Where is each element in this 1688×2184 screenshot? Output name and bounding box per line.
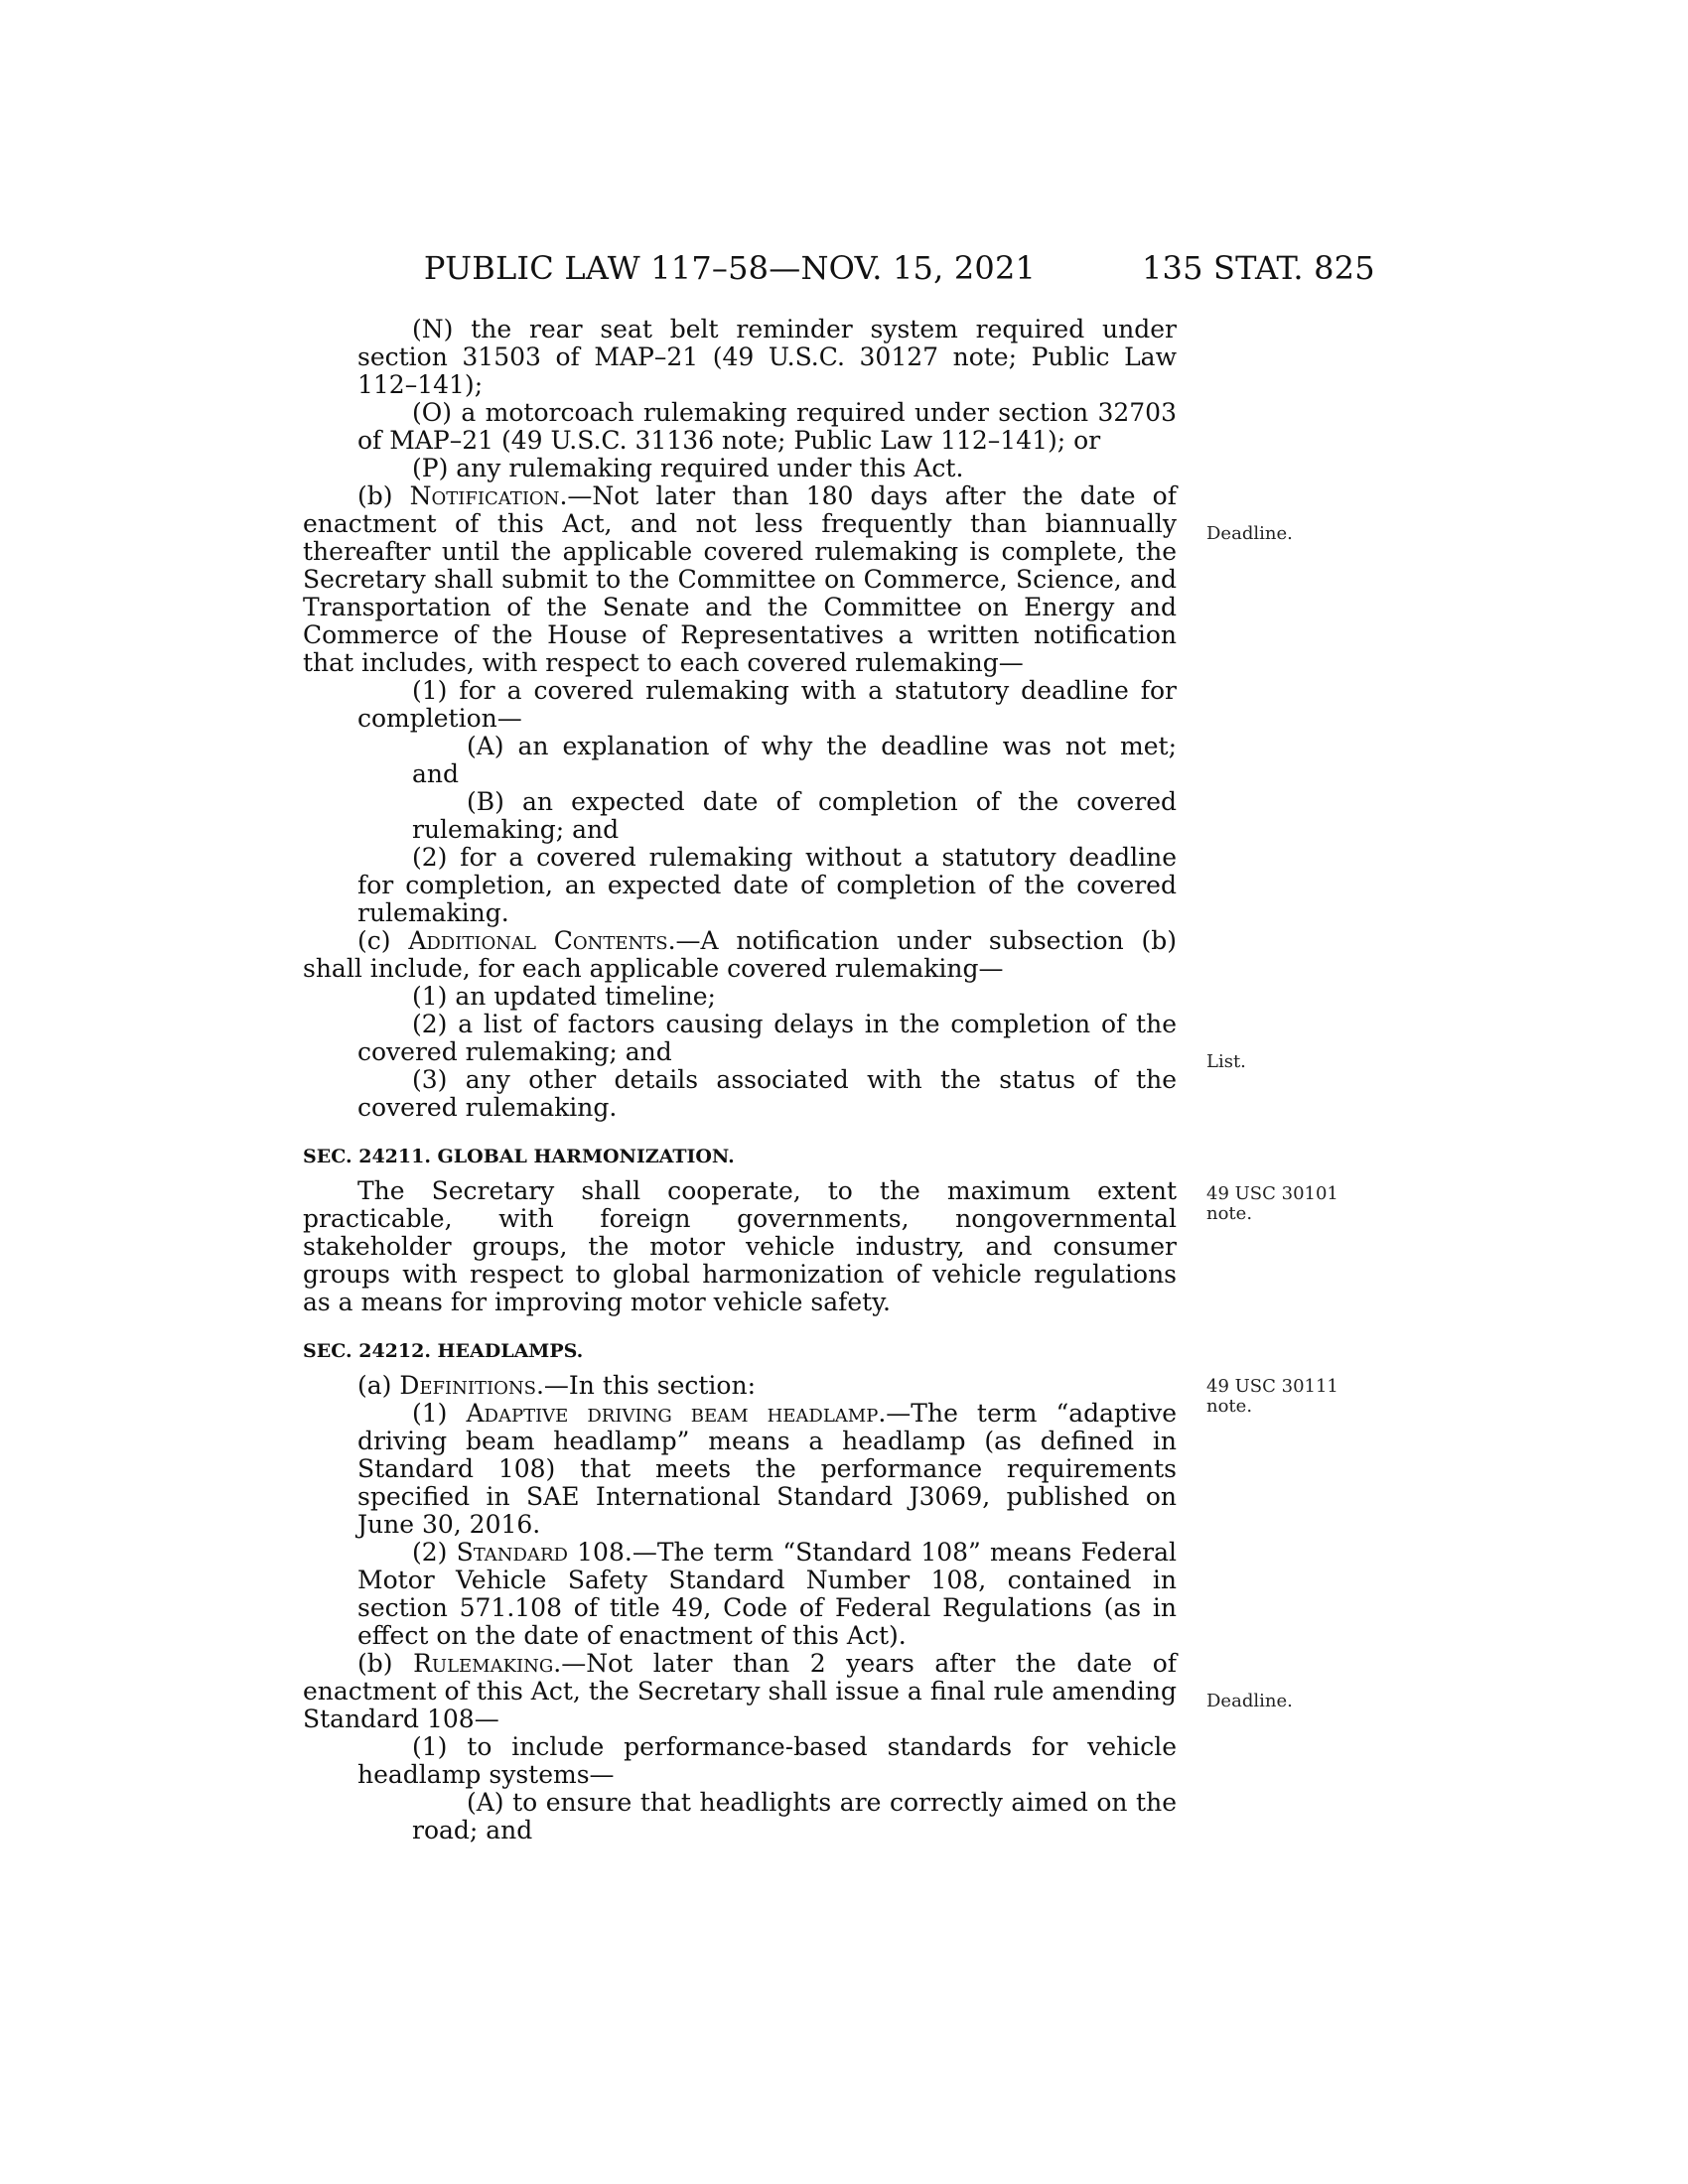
statute-text	[303, 316, 1177, 1844]
subsection-b-rulemaking: (b) Rulemaking.—Not later than 2 years after the date of enactment of this Act, the Secretary shall issue a final rule amending Standard 108—	[303, 1649, 1177, 1733]
section-24211-text: The Secretary shall cooperate, to the maximum extent practicable, with foreign governments, nongovernmental stakeholder groups, the motor vehicle industry, and consumer groups with respect to global harmonization of vehicle regulations as a means for improving motor vehicle safety.	[303, 1176, 1177, 1316]
paragraph-o: (O) a motorcoach rulemaking required under section 32703 of MAP–21 (49 U.S.C. 31136 note; Public Law 112–141); or	[357, 398, 1177, 455]
margin-note-deadline: Deadline.	[1206, 523, 1293, 544]
subsection-heading: Additional Contents	[408, 926, 668, 955]
paragraph-rulemaking-1: (1) to include performance-based standards for vehicle headlamp systems—	[357, 1732, 1177, 1789]
definition-heading: Adaptive driving beam headlamp	[466, 1399, 879, 1428]
subsection-b-notification: (b) Notification.—Not later than 180 days after the date of enactment of this Act, and not less frequently than biannually thereafter until the applicable covered rulemaking is complete, the Secretary shall submit to the Committee on Commerce, Science, and Transportation of the Senate and the Committee on Energy and Commerce of the House of Representatives a written notification that includes, with respect to each covered rulemaking—	[303, 481, 1177, 677]
paragraph-p: (P) any rulemaking required under this Act.	[412, 454, 964, 482]
subsection-a-definitions: (a) Definitions.—In this section:	[357, 1371, 757, 1400]
subsection-heading: Rulemaking	[413, 1649, 554, 1678]
paragraph-c3: (3) any other details associated with the status of the covered rulemaking.	[357, 1065, 1177, 1122]
margin-note-deadline-2: Deadline.	[1206, 1691, 1293, 1711]
subsection-c-additional-contents: (c) Additional Contents.—A notification under subsection (b) shall include, for each applicable covered rulemaking—	[303, 926, 1177, 983]
definition-heading: Standard 108	[456, 1538, 625, 1567]
definition-adaptive-driving-beam: (1) Adaptive driving beam headlamp.—The term “adaptive driving beam headlamp” means a headlamp (as defined in Standard 108) that meets the performance requirements specified in SAE International Standard J3069, published on June 30, 2016.	[357, 1399, 1178, 1539]
margin-note-usc-30111: 49 USC 30111 note.	[1206, 1376, 1338, 1417]
subparagraph-b1a: (A) an explanation of why the deadline was not met; and	[412, 732, 1177, 788]
subparagraph-b1b: (B) an expected date of completion of the covered rulemaking; and	[412, 787, 1177, 844]
subsection-heading: Definitions	[399, 1371, 536, 1400]
running-header-title: PUBLIC LAW 117–58—NOV. 15, 2021	[423, 249, 1037, 287]
margin-note-list: List.	[1206, 1051, 1246, 1072]
paragraph-c1: (1) an updated timeline;	[412, 982, 716, 1011]
paragraph-b1: (1) for a covered rulemaking with a statutory deadline for completion—	[357, 676, 1177, 733]
section-heading-24211: SEC. 24211. GLOBAL HARMONIZATION.	[303, 1146, 735, 1167]
margin-note-usc-30101: 49 USC 30101 note.	[1206, 1183, 1338, 1224]
definition-standard-108: (2) Standard 108.—The term “Standard 108” means Federal Motor Vehicle Safety Standard Number 108, contained in section 571.108 of title 49, Code of Federal Regulations (as in effect on the date of enactment of this Act).	[357, 1538, 1177, 1650]
paragraph-b2: (2) for a covered rulemaking without a statutory deadline for completion, an expected date of completion of the covered rulemaking.	[357, 843, 1177, 927]
subparagraph-rulemaking-1a: (A) to ensure that headlights are correctly aimed on the road; and	[412, 1788, 1177, 1844]
paragraph-n: (N) the rear seat belt reminder system required under section 31503 of MAP–21 (49 U.S.C. 30127 note; Public Law 112–141);	[357, 315, 1177, 399]
subsection-heading: Notification	[409, 481, 560, 510]
paragraph-c2: (2) a list of factors causing delays in the completion of the covered rulemaking; and	[357, 1010, 1177, 1066]
section-heading-24212: SEC. 24212. HEADLAMPS.	[303, 1340, 584, 1362]
page-citation: 135 STAT. 825	[1142, 249, 1375, 287]
